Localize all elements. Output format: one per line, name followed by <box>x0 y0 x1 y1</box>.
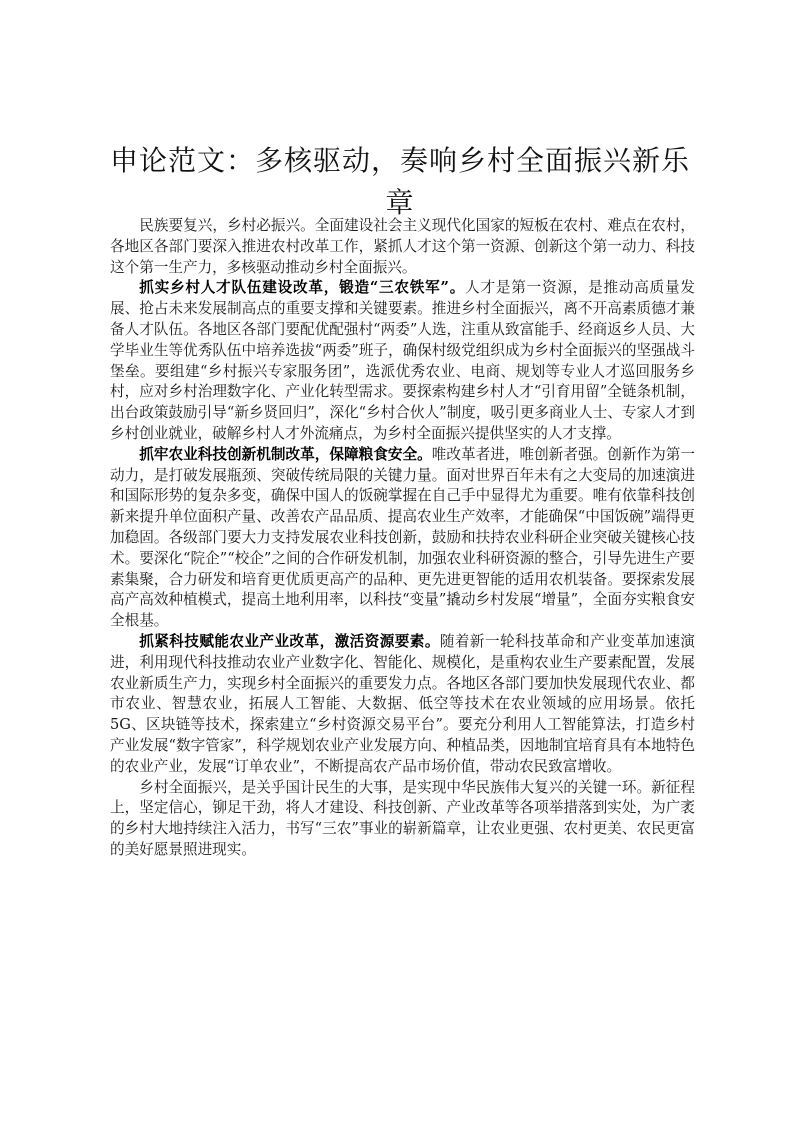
paragraph-lead: 抓牢农业科技创新机制改革，保障粮食安全。 <box>139 445 432 463</box>
paragraph-text: 乡村全面振兴，是关乎国计民生的大事，是实现中华民族伟大复兴的关键一环。新征程上，坚定信心，铆足干劲，将人才建设、科技创新、产业改革等各项举措落到实处，为广袤的乡村大地持续注入活力，书写“三农”事业的崭新篇章，让农业更强、农村更美、农民更富的美好愿景照进现实。 <box>110 778 695 858</box>
paragraph-text: 唯改革者进，唯创新者强。创新作为第一动力，是打破发展瓶颈、突破传统局限的关键力量。面对世界百年未有之大变局的加速演进和国际形势的复杂多变，确保中国人的饭碗掌握在自己手中显得尤为重要。唯有依靠科技创新来提升单位面积产量、改善农产品品质、提高农业生产效率，才能确保“中国饭碗”端得更加稳固。各级部门要大力支持发展农业科技创新，鼓励和扶持农业科研企业突破关键核心技术。要深化“院企”“校企”之间的合作研发机制，加强农业科研资源的整合，引导先进生产要素集聚，合力研发和培育更优质更高产的品种、更先进更智能的适用农机装备。要探索发展高产高效种植模式，提高土地利用率，以科技“变量”撬动乡村发展“增量”，全面夯实粮食安全根基。 <box>110 445 695 630</box>
document-body <box>110 216 695 861</box>
paragraph-lead: 抓实乡村人才队伍建设改革，锻造“三农铁军”。 <box>139 279 466 297</box>
paragraph-intro <box>110 216 695 278</box>
paragraph-conclusion <box>110 778 695 861</box>
paragraph-industry <box>110 632 695 778</box>
paragraph-text: 人才是第一资源，是推动高质量发展、抢占未来发展制高点的重要支撑和关键要素。推进乡村全面振兴，离不开高素质德才兼备人才队伍。各地区各部门要配优配强村“两委”人选，注重从致富能手、经商返乡人员、大学毕业生等优秀队伍中培养选拔“两委”班子，确保村级党组织成为乡村全面振兴的坚强战斗堡垒。要组建“乡村振兴专家服务团”，选派优秀农业、电商、规划等专业人才巡回服务乡村，应对乡村治理数字化、产业化转型需求。要探索构建乡村人才“引育用留”全链条机制，出台政策鼓励引导“新乡贤回归”，深化“乡村合伙人”制度，吸引更多商业人士、专家人才到乡村创业就业，破解乡村人才外流痛点，为乡村全面振兴提供坚实的人才支撑。 <box>110 279 695 442</box>
paragraph-text: 民族要复兴，乡村必振兴。全面建设社会主义现代化国家的短板在农村、难点在农村，各地区各部门要深入推进农村改革工作，紧抓人才这个第一资源、创新这个第一动力、科技这个第一生产力，多核驱动推动乡村全面振兴。 <box>110 217 695 276</box>
document-title: 申论范文：多核驱动，奏响乡村全面振兴新乐章 <box>109 144 690 219</box>
paragraph-lead: 抓紧科技赋能农业产业改革，激活资源要素。 <box>139 632 440 650</box>
paragraph-innovation <box>110 445 695 632</box>
paragraph-talent <box>110 278 695 444</box>
paragraph-text: 随着新一轮科技革命和产业变革加速演进，利用现代科技推动农业产业数字化、智能化、规模化，是重构农业生产要素配置，发展农业新质生产力，实现乡村全面振兴的重要发力点。各地区各部门要加快发展现代农业、都市农业、智慧农业，拓展人工智能、大数据、低空等技术在农业领域的应用场景。依托5G、区块链等技术，探索建立“乡村资源交易平台”。要充分利用人工智能算法，打造乡村产业发展“数字管家”，科学规划农业产业发展方向、种植品类，因地制宜培育具有本地特色的农业产业，发展“订单农业”，不断提高农产品市场价值，带动农民致富增收。 <box>110 632 695 775</box>
